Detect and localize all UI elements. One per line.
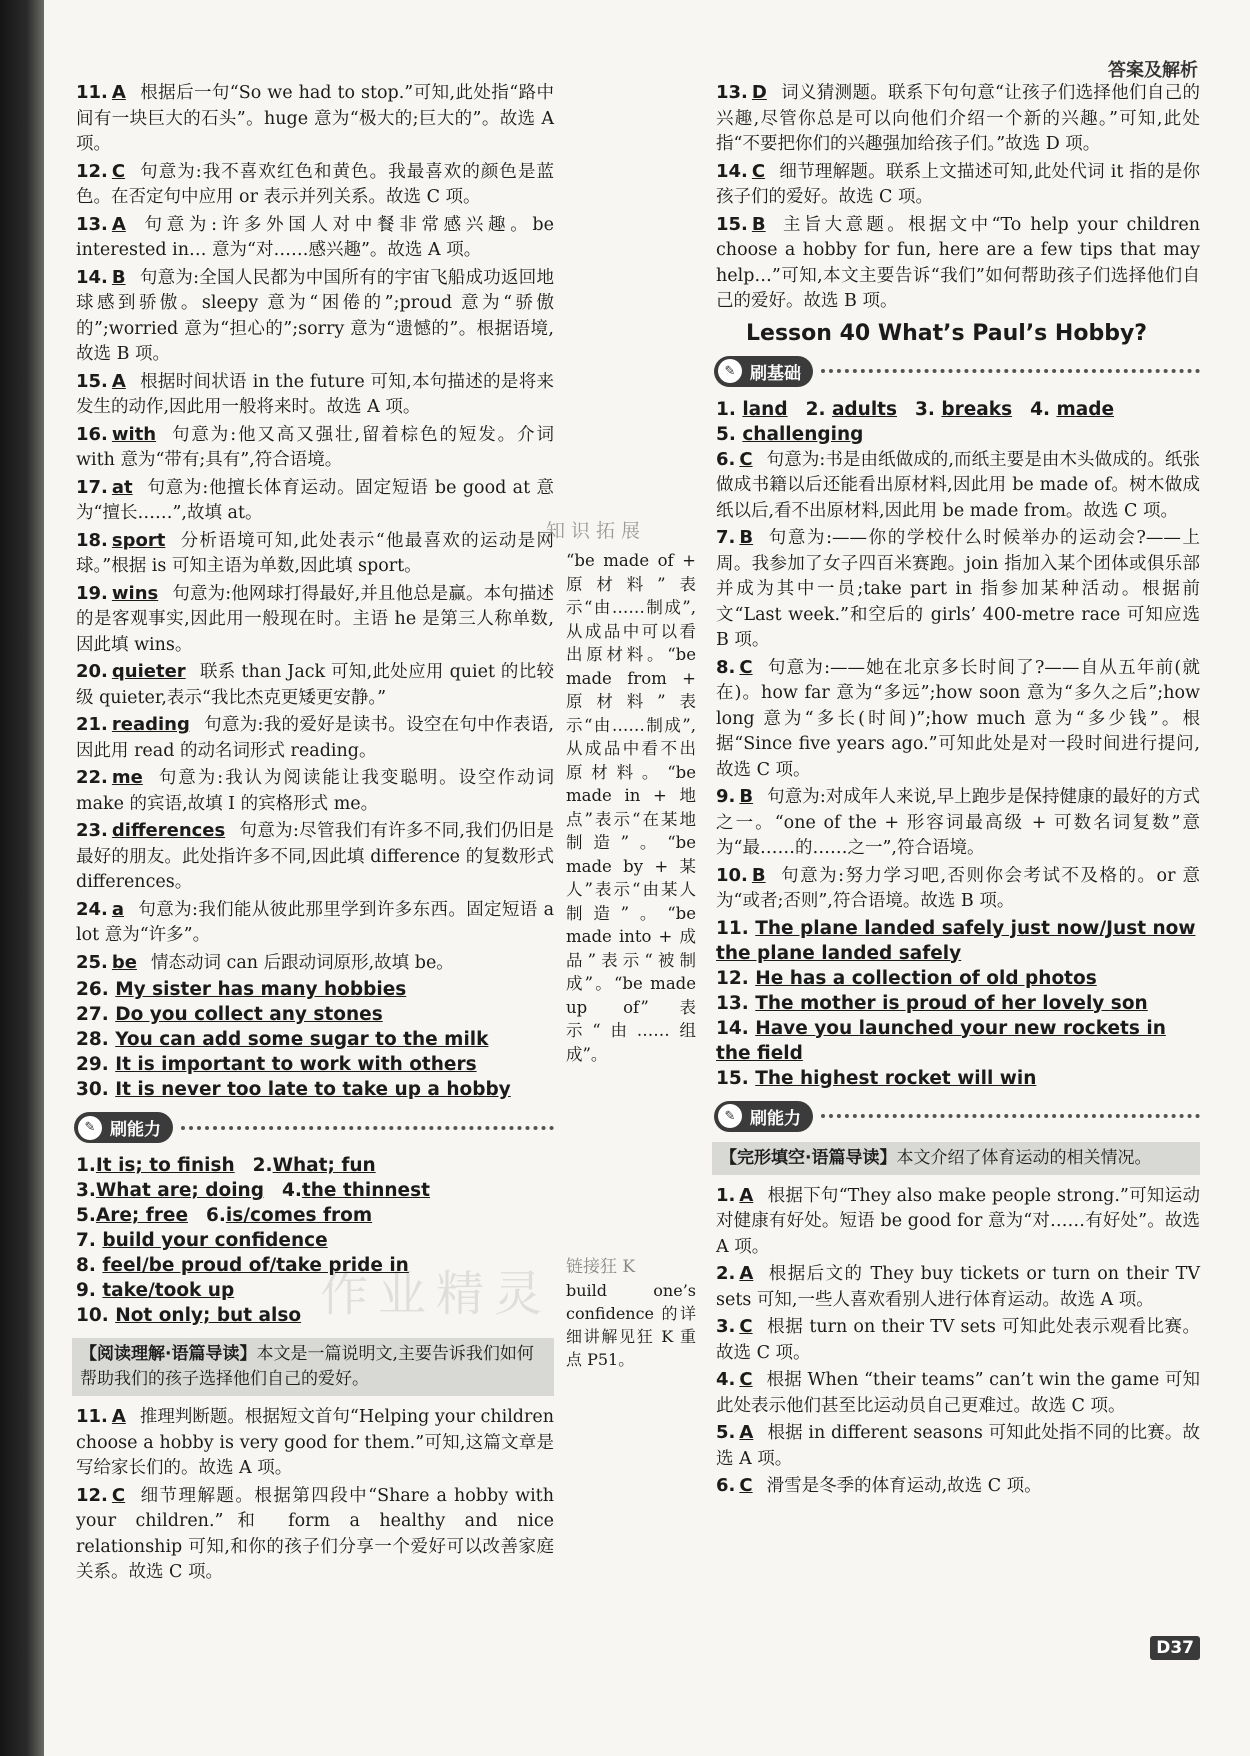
cloze-guide-text: 本文介绍了体育运动的相关情况。 <box>896 1147 1152 1168</box>
item-explanation: 句意为:对成年人来说,早上跑步是保持健康的最好的方式之一。“one of the + 形容词最高级 + 可数名词复数”意为“最……的……之一”,符合语境。 <box>716 787 1200 858</box>
side-link <box>566 1256 696 1371</box>
answer-item <box>716 784 1200 862</box>
ability-pair-row <box>76 1178 554 1203</box>
item-number: 19. <box>76 582 108 604</box>
item-explanation: 句意为:他又高又强壮,留着棕色的短发。介词 with 意为“带有;具有”,符合语境。 <box>76 424 554 470</box>
ability-section-bar <box>74 1112 554 1143</box>
answer-item <box>716 159 1200 211</box>
item-answer: me <box>111 767 143 788</box>
item-number: 5. <box>716 423 743 445</box>
item-number: 4. <box>716 1369 736 1390</box>
item-answer: at <box>111 476 133 498</box>
item-number: 12. <box>76 160 108 182</box>
book-spine <box>0 0 44 1756</box>
item-explanation: 句意为:他网球打得最好,并且他总是赢。本句描述的是客观事实,因此用一般现在时。主语 he 是第三人称单数,因此填 wins。 <box>76 583 554 655</box>
answer-item <box>76 369 554 421</box>
item-explanation: 根据后一句“So we had to stop.”可知,此处指“路中间有一块巨大的石头”。huge 意为“极大的;巨大的”。故选 A 项。 <box>76 83 554 154</box>
ability-text: What; fun <box>272 1155 376 1176</box>
item-number: 1. <box>76 1155 96 1176</box>
answer-item <box>716 1420 1200 1472</box>
basic-label: 刷基础 <box>750 363 801 384</box>
item-answer: wins <box>111 582 159 604</box>
item-number: 30. <box>76 1079 116 1100</box>
item-number: 10. <box>76 1305 116 1326</box>
brush-icon: ✎ <box>718 359 742 383</box>
item-number: 6. <box>716 1475 736 1496</box>
basic-badge <box>714 356 813 387</box>
answer-item <box>76 475 554 527</box>
ability-text: Not only; but also <box>115 1305 302 1326</box>
basic-word: breaks <box>941 398 1013 420</box>
sentence-text: The highest rocket will win <box>755 1067 1037 1089</box>
item-answer: A <box>111 82 126 103</box>
item-number: 1. <box>716 1184 736 1206</box>
answer-item <box>76 897 554 949</box>
item-explanation: 情态动词 can 后跟动词原形,故填 be。 <box>150 952 454 973</box>
sentence-text: Do you collect any stones <box>115 1004 383 1025</box>
item-number: 11. <box>76 82 108 103</box>
sentence-answer <box>716 916 1200 966</box>
sentence-answer <box>716 991 1200 1016</box>
item-answer: B <box>751 213 766 235</box>
basic-word-answer <box>1030 397 1114 422</box>
answer-item <box>76 712 554 764</box>
item-number: 17. <box>76 476 108 498</box>
reading-guide-tag: 【阅读理解·语篇导读】 <box>80 1344 257 1364</box>
item-explanation: 句意为:尽管我们有许多不同,我们仍旧是最好的朋友。此处指许多不同,因此填 difference 的复数形式 differences。 <box>76 821 554 892</box>
item-explanation: 句意为:——你的学校什么时候举办的运动会?——上周。我参加了女子四百米赛跑。join 指加入某个团体或俱乐部并成为其中一员;take part in 指参加某种活动。根据前文“Last week.”和空后的 girls’ 400-metre race 可知应选 B 项。 <box>716 528 1200 650</box>
item-number: 22. <box>76 767 108 788</box>
ability-text: the thinnest <box>301 1180 430 1201</box>
ability-answer <box>76 1228 554 1253</box>
item-number: 8. <box>716 656 736 678</box>
answer-item <box>76 659 554 711</box>
item-answer: D <box>751 82 767 103</box>
ability-text: is/comes from <box>225 1205 373 1226</box>
item-answer: A <box>111 370 126 392</box>
item-number: 4. <box>1030 398 1057 420</box>
ability-answer <box>76 1203 188 1228</box>
item-number: 15. <box>716 213 748 235</box>
ability-answer <box>253 1153 376 1178</box>
item-number: 2. <box>716 1263 736 1284</box>
ability-answer-list <box>76 1153 554 1328</box>
sentence-answer <box>716 1016 1200 1066</box>
item-explanation: 句意为:全国人民都为中国所有的宇宙飞船成功返回地球感到骄傲。sleepy 意为“困倦的”;proud 意为“骄傲的”;worried 意为“担心的”;sorry 意为“遗憾的”。根据语境,故选 B 项。 <box>76 267 554 364</box>
ability-label: 刷能力 <box>750 1108 801 1129</box>
reading-answer-list <box>76 1404 554 1586</box>
cloze-answer-list <box>716 1183 1200 1500</box>
item-number: 25. <box>76 951 108 973</box>
item-number: 7. <box>76 1230 103 1251</box>
item-answer: B <box>739 786 754 807</box>
ability-answer <box>76 1278 554 1303</box>
sentence-text: He has a collection of old photos <box>755 967 1097 989</box>
item-number: 13. <box>76 213 108 235</box>
item-explanation: 根据 turn on their TV sets 可知此处表示观看比赛。故选 C 项。 <box>716 1317 1200 1363</box>
left-answer-list <box>76 80 554 976</box>
answer-item <box>716 212 1200 315</box>
item-number: 4. <box>281 1180 302 1201</box>
item-explanation: 细节理解题。联系上文描述可知,此处代词 it 指的是你孩子们的爱好。故选 C 项。 <box>716 161 1200 207</box>
ability-answer <box>76 1303 554 1328</box>
item-explanation: 句意为:我的爱好是读书。设空在句中作表语,因此用 read 的动名词形式 reading。 <box>76 715 554 761</box>
item-number: 2. <box>252 1155 273 1176</box>
item-answer: A <box>739 1184 754 1206</box>
item-number: 11. <box>716 917 756 939</box>
item-answer: A <box>739 1263 754 1284</box>
item-number: 3. <box>915 398 942 420</box>
answer-item <box>716 1183 1200 1261</box>
dotted-divider <box>821 369 1200 373</box>
answer-item <box>716 655 1200 784</box>
item-number: 15. <box>716 1067 756 1089</box>
item-answer: C <box>111 1484 126 1506</box>
cloze-guide <box>712 1142 1200 1175</box>
item-number: 12. <box>76 1484 108 1506</box>
item-answer: C <box>739 1369 753 1390</box>
item-number: 23. <box>76 820 108 841</box>
item-answer: C <box>739 656 753 678</box>
item-explanation: 联系 than Jack 可知,此处应用 quiet 的比较级 quieter,表示“我比杰克更矮更安静。” <box>76 662 554 708</box>
ability-label: 刷能力 <box>110 1120 161 1140</box>
answer-item <box>716 1367 1200 1419</box>
item-number: 21. <box>76 714 108 735</box>
item-explanation: 主旨大意题。根据文中“To help your children choose a hobby for fun, here are a few tips that may help…”可知,本文主要告诉“我们”如何帮助孩子们选择他们自己的爱好。故选 B 项。 <box>716 214 1200 311</box>
item-number: 14. <box>716 1017 756 1039</box>
item-number: 6. <box>206 1205 226 1226</box>
sentence-text: It is never too late to take up a hobby <box>115 1079 511 1100</box>
reading-guide <box>72 1338 554 1396</box>
basic-word-answer <box>915 397 1012 422</box>
ability-text: build your confidence <box>102 1230 328 1251</box>
item-number: 14. <box>716 160 748 182</box>
dotted-divider <box>181 1126 554 1130</box>
item-answer: be <box>111 951 137 973</box>
answer-item <box>76 265 554 368</box>
item-number: 7. <box>716 527 736 548</box>
item-answer: a <box>111 898 125 920</box>
item-number: 13. <box>716 82 748 103</box>
sentence-text: You can add some sugar to the milk <box>115 1029 489 1050</box>
basic-word: land <box>742 398 788 420</box>
item-number: 2. <box>805 398 832 420</box>
item-number: 18. <box>76 529 108 551</box>
answer-item <box>716 1261 1200 1313</box>
answer-item <box>76 528 554 580</box>
sentence-text: It is important to work with others <box>115 1054 477 1075</box>
item-number: 20. <box>76 661 108 682</box>
ability-text: Are; free <box>95 1205 188 1226</box>
item-explanation: 句意为:我认为阅读能让我变聪明。设空作动词 make 的宾语,故填 I 的宾格形式 me。 <box>76 768 554 814</box>
basic-word: challenging <box>742 423 864 445</box>
sentence-answer <box>76 1027 554 1052</box>
item-number: 6. <box>716 448 736 470</box>
ability-pair-row <box>76 1203 554 1228</box>
item-explanation: 句意为:我们能从彼此那里学到许多东西。固定短语 a lot 意为“许多”。 <box>76 899 554 945</box>
answer-item <box>76 950 554 977</box>
answer-item <box>716 1314 1200 1366</box>
item-explanation: 句意为:书是由纸做成的,而纸主要是由木头做成的。纸张做成书籍以后还能看出原材料,因此用 be made of。树木做成纸以后,看不出原材料,因此用 be made from。故选 C 项。 <box>716 449 1200 521</box>
basic-word-answers <box>716 397 1200 422</box>
ability-answer <box>76 1178 264 1203</box>
item-answer: B <box>751 864 766 886</box>
side-title: 知识拓展 <box>546 520 647 542</box>
answer-item <box>76 1404 554 1482</box>
item-explanation: 根据 in different seasons 可知此处指不同的比赛。故选 A 项。 <box>716 1423 1200 1469</box>
side-notes <box>546 520 696 1371</box>
item-number: 1. <box>716 398 743 420</box>
item-answer: A <box>739 1422 754 1443</box>
sentence-answer <box>716 966 1200 991</box>
basic-word-answer <box>716 397 788 422</box>
sentence-text: The plane landed safely just now/Just now the plane landed safely <box>716 917 1196 964</box>
item-number: 3. <box>716 1316 736 1337</box>
ability-badge <box>714 1101 813 1132</box>
answer-item <box>716 863 1200 915</box>
item-number: 13. <box>716 992 756 1014</box>
ability-answer <box>76 1253 554 1278</box>
answer-item <box>76 159 554 211</box>
item-explanation: 词义猜测题。联系下句句意“让孩子们选择他们自己的兴趣,尽管你总是可以向他们介绍一个新的兴趣。”可知,此处指“不要把你们的兴趣强加给孩子们。”故选 D 项。 <box>716 83 1200 154</box>
item-number: 9. <box>76 1280 103 1301</box>
item-explanation: 句意为:许多外国人对中餐非常感兴趣。be interested in… 意为“对……感兴趣”。故选 A 项。 <box>76 214 554 260</box>
ability-badge <box>74 1112 173 1143</box>
item-explanation: 句意为:我不喜欢红色和黄色。我最喜欢的颜色是蓝色。在否定句中应用 or 表示并列关系。故选 C 项。 <box>76 161 554 207</box>
item-explanation: 句意为:努力学习吧,否则你会考试不及格的。or 意为“或者;否则”,符合语境。故选 B 项。 <box>716 865 1200 911</box>
brush-icon: ✎ <box>718 1104 742 1128</box>
basic-word-answer <box>806 397 897 422</box>
sentence-answer <box>76 977 554 1002</box>
item-answer: quieter <box>111 661 186 682</box>
item-explanation: 根据 When “their teams” can’t win the game 可知此处表示他们甚至比运动员自己更难过。故选 C 项。 <box>716 1370 1200 1416</box>
item-answer: differences <box>111 820 226 841</box>
lesson-title: Lesson 40 What’s Paul’s Hobby? <box>746 320 1148 346</box>
item-number: 16. <box>76 423 108 445</box>
side-text: “be made of + 原材料”表示“由……制成”,从成品中可以看出原材料。“be made from + 原材料”表示“由……制成”,从成品中看不出原材料。“be made in + 地点”表示“在某地制造”。“be made by + 某人”表示“由某人制造”。“be made into + 成品”表示“被制成”。“be made up of”表示“由……组成”。 <box>566 551 696 1064</box>
item-number: 11. <box>76 1406 108 1427</box>
item-answer: sport <box>111 529 166 551</box>
item-explanation: 分析语境可知,此处表示“他最喜欢的运动是网球。”根据 is 可知主语为单数,因此填 sport。 <box>76 530 554 576</box>
sentence-answer <box>76 1002 554 1027</box>
answer-item <box>76 818 554 896</box>
item-answer: B <box>111 266 126 288</box>
ability-pair-row <box>76 1153 554 1178</box>
item-explanation: 句意为:他擅长体育运动。固定短语 be good at 意为“擅长……”,故填 at。 <box>76 477 554 523</box>
ability-text: What are; doing <box>95 1180 264 1201</box>
left-sentence-list <box>76 977 554 1102</box>
answer-item <box>716 525 1200 654</box>
ability-text: It is; to finish <box>95 1155 235 1176</box>
item-number: 15. <box>76 370 108 392</box>
sentence-answer <box>76 1077 554 1102</box>
item-answer: C <box>739 1316 753 1337</box>
cloze-guide-tag: 【完形填空·语篇导读】 <box>720 1147 897 1168</box>
sentence-text: Have you launched your new rockets in the field <box>716 1017 1166 1064</box>
answer-item <box>76 422 554 474</box>
item-answer: C <box>111 160 126 182</box>
sentence-text: My sister has many hobbies <box>115 979 407 1000</box>
sentence-text: The mother is proud of her lovely son <box>755 992 1148 1014</box>
left-column <box>76 80 554 1587</box>
item-number: 5. <box>76 1205 96 1226</box>
item-answer: A <box>111 1406 126 1427</box>
basic-word: adults <box>831 398 898 420</box>
sentence-answer <box>716 1066 1200 1091</box>
item-answer: C <box>739 1475 753 1496</box>
item-explanation: 滑雪是冬季的体育运动,故选 C 项。 <box>766 1476 1042 1496</box>
item-answer: B <box>739 527 754 548</box>
right-column <box>716 80 1200 1501</box>
item-answer: reading <box>111 714 190 735</box>
item-explanation: 推理判断题。根据短文首句“Helping your children choose a hobby is very good for them.”可知,这篇文章是写给家长们的。故选 A 项。 <box>76 1407 554 1478</box>
item-answer: C <box>751 160 766 182</box>
item-explanation: 根据时间状语 in the future 可知,本句描述的是将来发生的动作,因此用一般将来时。故选 A 项。 <box>76 371 554 417</box>
item-number: 10. <box>716 864 748 886</box>
page-number: D37 <box>1150 1636 1200 1660</box>
answer-item <box>76 212 554 264</box>
item-explanation: 根据后文的 They buy tickets or turn on their TV sets 可知,一些人喜欢看别人进行体育运动。故选 A 项。 <box>716 1264 1200 1310</box>
item-number: 28. <box>76 1029 116 1050</box>
item-number: 3. <box>76 1180 96 1201</box>
brush-icon: ✎ <box>78 1116 102 1140</box>
ability-text: take/took up <box>102 1280 235 1301</box>
page-header: 答案及解析 <box>1108 60 1198 81</box>
basic-section-bar <box>714 356 1200 387</box>
answer-item <box>716 1473 1200 1500</box>
item-number: 29. <box>76 1054 116 1075</box>
item-number: 12. <box>716 967 756 989</box>
answer-item <box>76 1483 554 1586</box>
answer-item <box>716 80 1200 158</box>
side-link-text: build one’s confidence 的详细讲解见狂 K 重点 P51。 <box>566 1281 696 1369</box>
item-answer: C <box>739 448 753 470</box>
item-number: 14. <box>76 266 108 288</box>
answer-item <box>716 447 1200 525</box>
basic-answer-5 <box>716 422 1200 447</box>
answer-item <box>76 765 554 817</box>
watermark: 作业精灵 <box>320 1266 553 1322</box>
right-answer-list <box>716 80 1200 315</box>
sentence-answer <box>76 1052 554 1077</box>
item-answer: A <box>111 213 126 235</box>
basic-answer-list <box>716 447 1200 915</box>
answer-item <box>76 80 554 158</box>
ability-section-bar-right <box>714 1101 1200 1132</box>
answer-item <box>76 581 554 659</box>
basic-word: made <box>1056 398 1114 420</box>
item-explanation: 句意为:——她在北京多长时间了?——自从五年前(就在)。how far 意为“多远”;how soon 意为“多久之后”;how long 意为“多长(时间)”;how much 意为“多少钱”。根据“Since five years ago.”可知此处是对一段时间进行提问,故选 C 项。 <box>716 657 1200 780</box>
ability-answer <box>282 1178 430 1203</box>
dotted-divider <box>821 1114 1200 1118</box>
item-explanation: 细节理解题。根据第四段中“Share a hobby with your children.”和 form a healthy and nice relationship 可知,和你的孩子们分享一个爱好可以改善家庭关系。故选 C 项。 <box>76 1485 554 1582</box>
side-link-title: 链接狂 K <box>566 1257 636 1277</box>
ability-text: feel/be proud of/take pride in <box>102 1255 409 1276</box>
ability-answer <box>206 1203 372 1228</box>
reading-guide-text: 本文是一篇说明文,主要告诉我们如何帮助我们的孩子选择他们自己的爱好。 <box>80 1344 534 1389</box>
ability-answer <box>76 1153 235 1178</box>
item-explanation: 根据下句“They also make people strong.”可知运动对健康有好处。短语 be good for 意为“对……有好处”。故选 A 项。 <box>716 1185 1200 1257</box>
basic-sentence-list <box>716 916 1200 1091</box>
item-number: 5. <box>716 1422 736 1443</box>
item-number: 24. <box>76 898 108 920</box>
item-number: 27. <box>76 1004 116 1025</box>
item-number: 8. <box>76 1255 103 1276</box>
item-number: 9. <box>716 786 736 807</box>
item-answer: with <box>111 423 157 445</box>
item-number: 26. <box>76 979 116 1000</box>
